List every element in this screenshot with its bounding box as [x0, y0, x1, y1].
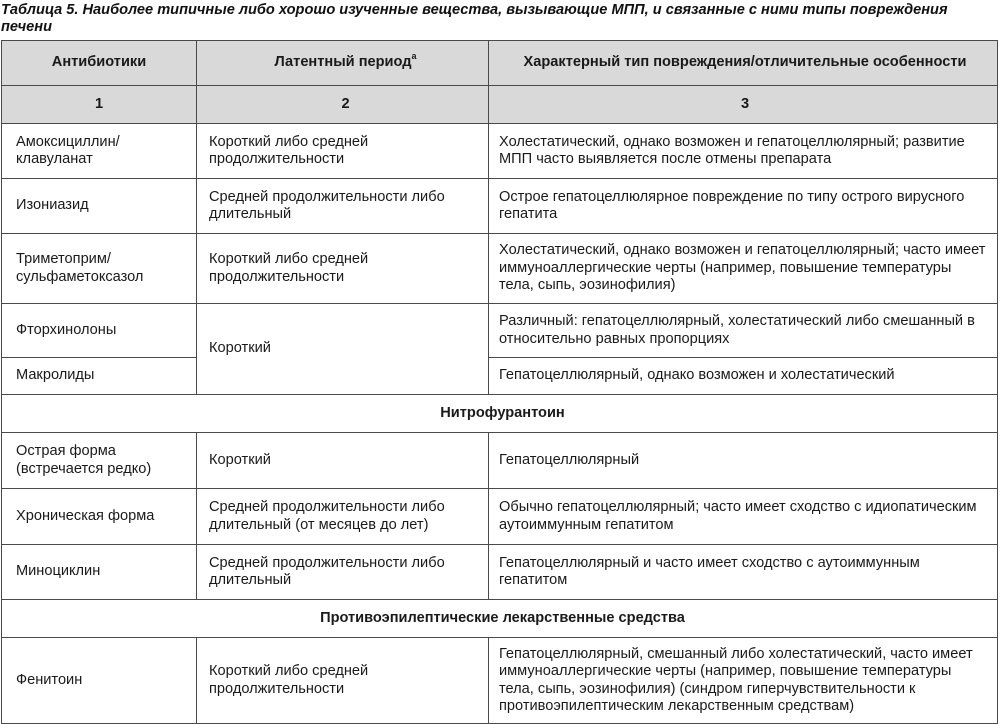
- table-row: [2, 234, 998, 304]
- table-row: [2, 179, 998, 234]
- header-latency: [197, 41, 489, 86]
- pattern-cell: Обычно гепатоцеллюлярный; часто имеет сходство с идиопатическим аутоиммунным гепатитом: [489, 489, 998, 545]
- drug-cell: Триметоприм/сульфаметоксазол: [2, 234, 197, 304]
- drug-cell: Амоксициллин/клавуланат: [2, 124, 197, 179]
- header-antibiotics: Антибиотики: [2, 41, 197, 86]
- pattern-cell: Гепатоцеллюлярный, смешанный либо холестатический, часто имеет иммуноаллергические черты (например, повышение температуры тела, сыпь, эозинофилия) (синдром гиперчувствительности к противоэпилептическим лекарственным средствам): [489, 638, 998, 724]
- pattern-cell: Гепатоцеллюлярный, однако возможен и холестатический: [489, 358, 998, 395]
- drug-cell: Макролиды: [2, 358, 197, 395]
- pattern-cell: Гепатоцеллюлярный: [489, 433, 998, 489]
- drug-cell: Острая форма (встречается редко): [2, 433, 197, 489]
- column-number-row: [2, 86, 998, 124]
- column-number: 1: [2, 86, 197, 124]
- header-injury-type: Характерный тип повреждения/отличительные особенности: [489, 41, 998, 86]
- drug-cell: Фторхинолоны: [2, 304, 197, 358]
- section-row: [2, 600, 998, 638]
- footnote-marker: а: [411, 51, 417, 62]
- table-row: [2, 358, 998, 395]
- table-row: [2, 545, 998, 600]
- drug-injury-table: [1, 40, 998, 724]
- header-row: [2, 41, 998, 86]
- drug-cell: Хроническая форма: [2, 489, 197, 545]
- column-number: 3: [489, 86, 998, 124]
- table-row: [2, 638, 998, 724]
- header-latency-label: Латентный период: [274, 54, 412, 71]
- section-row: [2, 395, 998, 433]
- drug-cell: Изониазид: [2, 179, 197, 234]
- pattern-cell: Различный: гепатоцеллюлярный, холестатический либо смешанный в относительно равных пропорциях: [489, 304, 998, 358]
- section-heading-nitrofurantoin: Нитрофурантоин: [2, 395, 998, 433]
- table-row: [2, 304, 998, 358]
- latency-cell: Короткий: [197, 433, 489, 489]
- table-row: [2, 124, 998, 179]
- latency-cell: Средней продолжительности либо длительный: [197, 179, 489, 234]
- pattern-cell: Холестатический, однако возможен и гепатоцеллюлярный; развитие МПП часто выявляется после отмены препарата: [489, 124, 998, 179]
- latency-cell: Средней продолжительности либо длительный: [197, 545, 489, 600]
- pattern-cell: Холестатический, однако возможен и гепатоцеллюлярный; часто имеет иммуноаллергические черты (например, повышение температуры тела, сыпь, эозинофилия): [489, 234, 998, 304]
- latency-cell: Короткий либо средней продолжительности: [197, 124, 489, 179]
- pattern-cell: Гепатоцеллюлярный и часто имеет сходство с аутоиммунным гепатитом: [489, 545, 998, 600]
- column-number: 2: [197, 86, 489, 124]
- latency-cell: Короткий либо средней продолжительности: [197, 234, 489, 304]
- drug-cell: Фенитоин: [2, 638, 197, 724]
- pattern-cell: Острое гепатоцеллюлярное повреждение по типу острого вирусного гепатита: [489, 179, 998, 234]
- drug-cell: Миноциклин: [2, 545, 197, 600]
- latency-cell-merged: Короткий: [197, 304, 489, 395]
- section-heading-antiepileptic: Противоэпилептические лекарственные средства: [2, 600, 998, 638]
- table-caption: Таблица 5. Наиболее типичные либо хорошо изученные вещества, вызывающие МПП, и связанные с ними типы повреждения печени: [1, 2, 948, 35]
- table-row: [2, 433, 998, 489]
- table-row: [2, 489, 998, 545]
- latency-cell: Короткий либо средней продолжительности: [197, 638, 489, 724]
- latency-cell: Средней продолжительности либо длительный (от месяцев до лет): [197, 489, 489, 545]
